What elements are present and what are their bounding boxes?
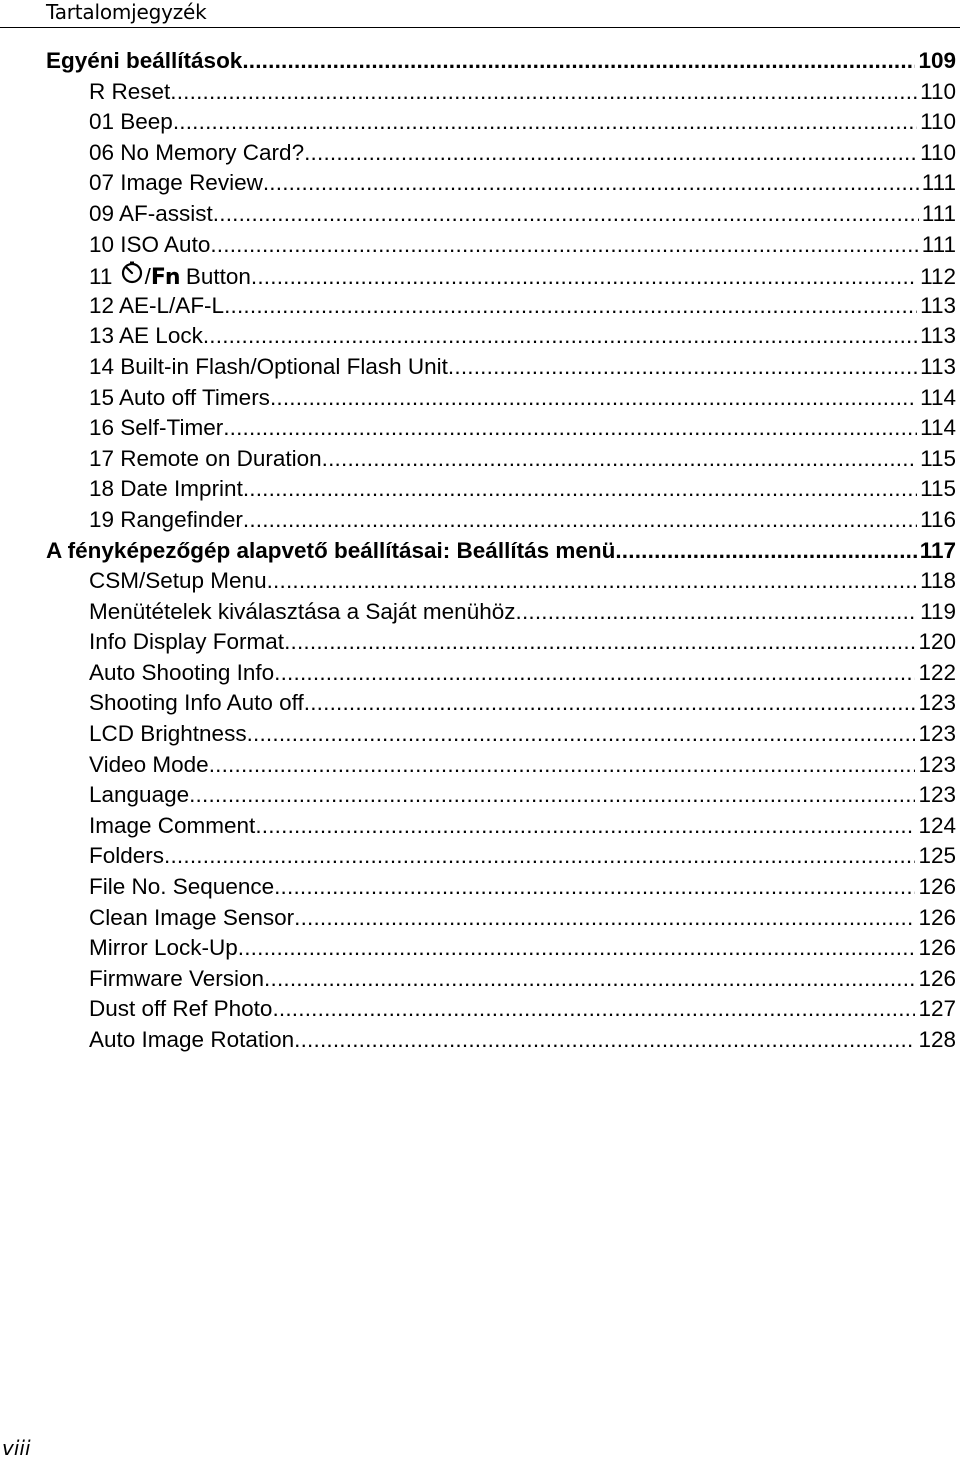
toc-entry-page: 120 [918, 629, 956, 655]
toc-entry[interactable] [46, 444, 956, 475]
dot-leader [255, 811, 915, 842]
self-timer-icon [120, 260, 144, 293]
toc-entry-title: Firmware Version [89, 965, 265, 991]
toc-entry-page: 126 [918, 874, 956, 900]
dot-leader [322, 444, 917, 475]
toc-entry-page: 111 [921, 200, 956, 226]
dot-leader [238, 933, 916, 964]
toc-entry-title: Dust off Ref Photo [89, 996, 273, 1022]
toc-entry[interactable] [46, 230, 956, 261]
toc-entry-title: Mirror Lock-Up [89, 935, 238, 961]
toc-entry-title: Auto Image Rotation [89, 1027, 295, 1052]
toc-entry-page: 126 [918, 935, 956, 961]
toc-entry-title: Image Comment [89, 812, 256, 838]
dot-leader [242, 46, 915, 77]
toc-entry[interactable] [46, 688, 956, 719]
toc-entry-page: 116 [920, 506, 956, 532]
dot-leader [173, 107, 917, 138]
dot-leader [209, 750, 916, 781]
toc-entry[interactable] [46, 46, 956, 77]
dot-leader [243, 474, 917, 505]
toc-entry-title: R Reset [89, 78, 171, 104]
toc-entry-title: Egyéni beállítások [46, 48, 243, 73]
toc-entry[interactable] [46, 780, 956, 811]
toc-entry-title: A fényképezőgép alapvető beállításai: Beállítás menü [46, 537, 616, 563]
toc-entry-page: 117 [919, 537, 956, 563]
dot-leader [224, 291, 917, 322]
toc-entry-title: Video Mode [89, 751, 209, 777]
toc-entry-title: 19 Rangefinder [89, 506, 243, 532]
toc-entry[interactable] [46, 872, 956, 903]
toc-entry-page: 113 [920, 292, 956, 318]
toc-entry-page: 111 [921, 231, 956, 257]
toc-entry-page: 115 [920, 445, 956, 471]
dot-leader [274, 872, 915, 903]
toc-entry[interactable] [46, 168, 956, 199]
toc-entry-page: 119 [920, 598, 956, 624]
toc-entry-title-suffix: Button [179, 264, 251, 290]
header-divider [0, 27, 960, 28]
toc-entry-title-prefix: 11 [89, 264, 119, 290]
toc-entry[interactable] [46, 1025, 956, 1056]
toc-entry-page: 115 [920, 476, 956, 502]
dot-leader [264, 964, 915, 995]
toc-entry[interactable] [46, 352, 956, 383]
toc-entry-title: 10 ISO Auto [89, 231, 211, 257]
toc-entry[interactable] [46, 138, 956, 169]
toc-entry-page: 128 [918, 1027, 956, 1052]
toc-entry[interactable] [46, 474, 956, 505]
toc-entry-title: 06 No Memory Card? [89, 139, 305, 165]
toc-entry-title: Clean Image Sensor [89, 904, 295, 930]
toc-entry-page: 114 [920, 415, 956, 441]
toc-entry-title: 15 Auto off Timers [89, 384, 270, 410]
toc-entry-page: 127 [918, 996, 956, 1022]
dot-leader [272, 994, 915, 1025]
toc-entry-page: 110 [920, 139, 956, 165]
page-header-title: Tartalomjegyzék [46, 0, 207, 24]
fn-glyph: Fn [150, 265, 180, 291]
toc-entry-page: 109 [918, 48, 956, 73]
toc-entry[interactable] [46, 811, 956, 842]
dot-leader [189, 780, 915, 811]
toc-entry-page: 123 [918, 751, 956, 777]
toc-entry-page: 125 [918, 843, 956, 869]
toc-entry-page: 114 [920, 384, 956, 410]
dot-leader [164, 841, 915, 872]
dot-leader [263, 168, 919, 199]
toc-entry[interactable] [46, 383, 956, 414]
toc-entry-title: Menütételek kiválasztása a Saját menühöz [89, 598, 516, 624]
dot-leader [294, 903, 915, 934]
toc-entry-page: 112 [920, 264, 956, 290]
toc-entry[interactable] [46, 321, 956, 352]
toc-entry-page: 113 [920, 323, 956, 349]
toc-entry[interactable] [46, 566, 956, 597]
toc-entry-page: 111 [921, 170, 956, 196]
toc-entry-title: CSM/Setup Menu [89, 568, 267, 594]
toc-entry-page: 110 [920, 109, 956, 135]
toc-entry-title: Auto Shooting Info [89, 659, 275, 685]
dot-leader [284, 627, 915, 658]
dot-leader [270, 383, 917, 414]
toc-entry-page: 118 [920, 568, 956, 594]
toc-entry[interactable] [46, 260, 956, 291]
dot-leader [304, 688, 916, 719]
toc-entry-page: 123 [918, 690, 956, 716]
toc-entry[interactable] [46, 597, 956, 628]
dot-leader [170, 77, 917, 108]
toc-entry-page: 123 [918, 721, 956, 747]
toc-entry[interactable] [46, 750, 956, 781]
page-number: viii [2, 1436, 31, 1460]
toc-entry-title: 17 Remote on Duration [89, 445, 322, 471]
toc-entry-title: Shooting Info Auto off [89, 690, 304, 716]
toc-entry[interactable] [46, 413, 956, 444]
toc-entry-title: File No. Sequence [89, 874, 275, 900]
dot-leader [274, 658, 915, 689]
toc-entry-title: 01 Beep [89, 109, 173, 135]
dot-leader [516, 597, 918, 628]
toc-entry-title: Language [89, 782, 190, 808]
toc-entry-title [89, 260, 251, 294]
toc-entry-title: 13 AE Lock [89, 323, 203, 349]
toc-entry-title: 14 Built-in Flash/Optional Flash Unit [89, 353, 448, 379]
dot-leader [223, 413, 917, 444]
toc-entry-page: 124 [918, 812, 956, 838]
toc-entry[interactable] [46, 505, 956, 536]
dot-leader [448, 352, 917, 383]
toc-entry[interactable] [46, 719, 956, 750]
toc-entry-page: 126 [918, 904, 956, 930]
dot-leader [203, 321, 917, 352]
toc-entry-page: 122 [918, 659, 956, 685]
dot-leader [294, 1025, 915, 1056]
toc-entry[interactable] [46, 933, 956, 964]
toc-entry-page: 126 [918, 965, 956, 991]
toc-entry[interactable] [46, 199, 956, 230]
toc-entry-title: 16 Self-Timer [89, 415, 224, 441]
dot-leader [247, 719, 916, 750]
toc-entry[interactable] [46, 841, 956, 872]
dot-leader [251, 262, 917, 293]
toc-entry[interactable] [46, 627, 956, 658]
toc-entry[interactable] [46, 903, 956, 934]
toc-entry-title-separator: / [144, 264, 151, 290]
toc-entry[interactable] [46, 107, 956, 138]
dot-leader [267, 566, 918, 597]
toc-entry-page: 110 [920, 78, 956, 104]
toc-entry-title: Folders [89, 843, 165, 869]
dot-leader [243, 505, 917, 536]
dot-leader [213, 199, 919, 230]
toc-entry[interactable] [46, 77, 956, 108]
toc-entry-title: 12 AE-L/AF-L [89, 292, 225, 318]
toc-entry-title: LCD Brightness [89, 721, 247, 747]
toc-entry-page: 123 [918, 782, 956, 808]
dot-leader [304, 138, 917, 169]
toc-entry[interactable] [46, 658, 956, 689]
dot-leader [615, 536, 916, 567]
toc-entry[interactable] [46, 994, 956, 1025]
toc-entry-title: 07 Image Review [89, 170, 263, 196]
toc-entry-title: 09 AF-assist [89, 200, 213, 226]
toc-entry[interactable] [46, 964, 956, 995]
toc-entry-title: Info Display Format [89, 629, 285, 655]
toc-entry[interactable] [46, 536, 956, 567]
table-of-contents [46, 46, 956, 1056]
toc-entry[interactable] [46, 291, 956, 322]
dot-leader [210, 230, 918, 261]
toc-entry-page: 113 [920, 353, 956, 379]
toc-entry-title: 18 Date Imprint [89, 476, 243, 502]
